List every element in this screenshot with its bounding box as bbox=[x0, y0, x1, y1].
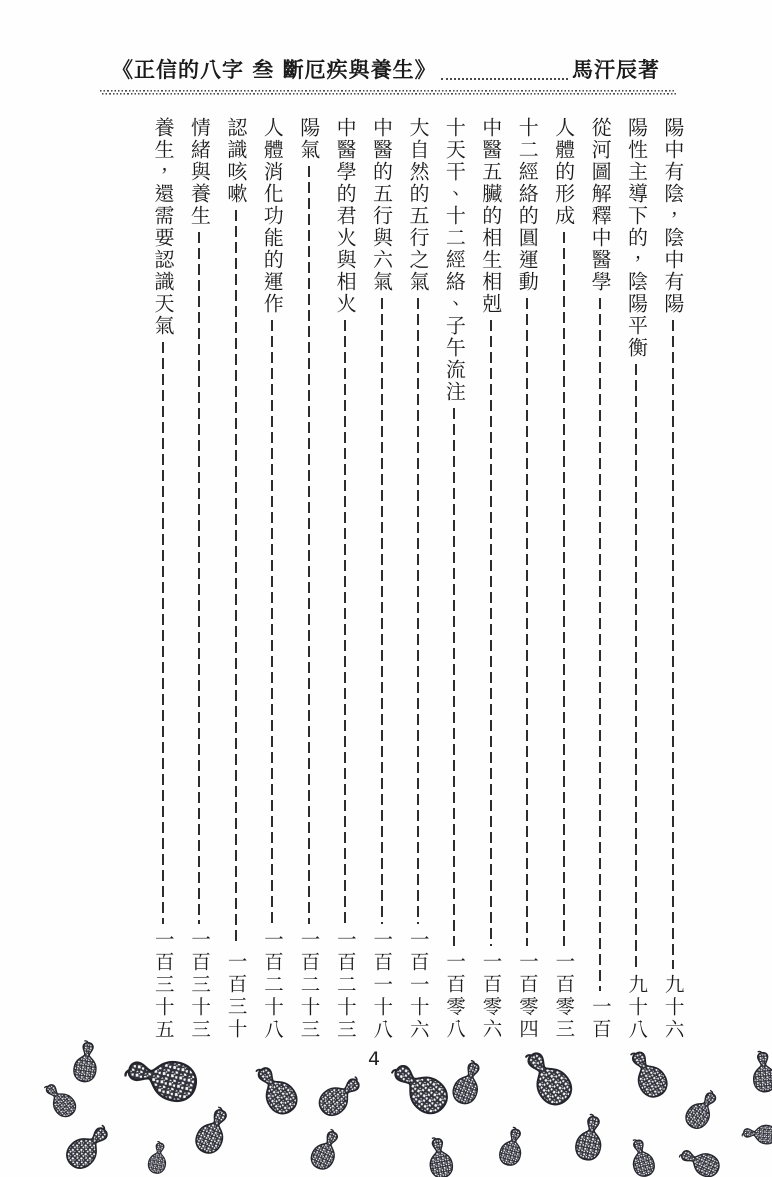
gourd-stamps-decoration bbox=[0, 1030, 772, 1177]
toc-entry-title: 認識咳嗽 bbox=[223, 117, 248, 205]
toc-entry bbox=[655, 117, 691, 1041]
toc-entry bbox=[618, 117, 654, 1041]
toc-dashed-leader bbox=[436, 408, 472, 946]
gourd-stamp bbox=[72, 1040, 99, 1083]
toc-dashed-leader bbox=[655, 320, 691, 969]
toc-entry-page: 一百零六 bbox=[479, 951, 503, 1041]
toc-entry-page: 一百一十六 bbox=[406, 928, 430, 1041]
toc-entry-page: 一百零八 bbox=[443, 951, 467, 1041]
page-number: 4 bbox=[368, 1048, 381, 1070]
toc-entry-page: 一百一十八 bbox=[370, 928, 394, 1041]
toc-entry-title: 陽性主導下的，陰陽平衡 bbox=[624, 117, 649, 359]
toc-dashed-leader bbox=[145, 342, 181, 924]
toc-dashed-leader bbox=[618, 364, 654, 969]
book-title: 《正信的八字 叁 斷厄疾與養生》 bbox=[112, 57, 437, 82]
toc-dashed-leader bbox=[509, 298, 545, 946]
toc-entry bbox=[254, 117, 290, 1041]
toc-entry-page: 一百二十三 bbox=[297, 928, 321, 1041]
toc-entry bbox=[181, 117, 217, 1041]
toc-entry-page: 一百三十三 bbox=[188, 928, 212, 1041]
gourd-stamp bbox=[61, 1119, 115, 1173]
toc-entry-page: 一百零三 bbox=[552, 951, 576, 1041]
toc-entry-title: 十天干、十二經絡、子午流注 bbox=[442, 117, 467, 403]
gourd-stamp bbox=[676, 1143, 722, 1177]
table-of-contents bbox=[145, 117, 691, 1041]
toc-entry bbox=[145, 117, 181, 1041]
gourd-stamp bbox=[742, 1123, 772, 1145]
toc-entry-page: 一百零四 bbox=[515, 951, 539, 1041]
toc-entry-title: 中醫的五行與六氣 bbox=[369, 117, 394, 293]
gourd-stamp bbox=[450, 1058, 487, 1107]
toc-entry-title: 養生，還需要認識天氣 bbox=[151, 117, 175, 337]
toc-dashed-leader bbox=[218, 210, 254, 946]
toc-entry-page: 一百二十三 bbox=[333, 928, 357, 1041]
toc-entry-page: 一百二十八 bbox=[261, 928, 285, 1041]
toc-entry-title: 情緒與養生 bbox=[187, 117, 212, 227]
toc-entry-title: 人體的形成 bbox=[551, 117, 576, 227]
gourd-stamp bbox=[314, 1071, 366, 1121]
toc-dashed-leader bbox=[546, 232, 582, 946]
toc-entry-page: 九十六 bbox=[661, 973, 685, 1041]
toc-entry-page: 一百三十 bbox=[224, 951, 248, 1041]
toc-dashed-leader bbox=[254, 320, 290, 924]
toc-entry-title: 中醫學的君火與相火 bbox=[333, 117, 358, 315]
gourd-stamp bbox=[624, 1045, 672, 1101]
toc-entry-page: 一百 bbox=[588, 996, 612, 1041]
gourd-stamp bbox=[122, 1050, 200, 1105]
gourd-stamp bbox=[497, 1126, 527, 1168]
gourd-stamp bbox=[751, 1050, 772, 1092]
toc-entry bbox=[218, 117, 254, 1041]
gourd-stamp bbox=[385, 1055, 453, 1120]
toc-dashed-leader bbox=[364, 298, 400, 924]
toc-dashed-leader bbox=[327, 320, 363, 924]
toc-entry-page: 九十八 bbox=[625, 973, 649, 1041]
toc-entry-title: 人體消化功能的運作 bbox=[260, 117, 285, 315]
gourd-stamp bbox=[40, 1078, 80, 1120]
toc-entry bbox=[364, 117, 400, 1041]
toc-dashed-leader bbox=[400, 298, 436, 924]
toc-entry-title: 中醫五臟的相生相剋 bbox=[478, 117, 503, 315]
author-name: 馬汗辰著 bbox=[572, 57, 660, 82]
toc-dashed-leader bbox=[181, 232, 217, 924]
toc-entry bbox=[436, 117, 472, 1041]
header-dotted-leader bbox=[441, 78, 568, 80]
toc-entry-title: 大自然的五行之氣 bbox=[405, 117, 430, 293]
gourd-stamp bbox=[249, 1060, 302, 1119]
gourd-stamp bbox=[426, 1136, 455, 1177]
toc-entry bbox=[400, 117, 436, 1041]
running-header bbox=[112, 54, 660, 84]
toc-entry bbox=[291, 117, 327, 1041]
toc-entry-title: 十二經絡的圓運動 bbox=[515, 117, 540, 293]
gourd-stamp bbox=[518, 1044, 578, 1110]
gourd-stamp bbox=[573, 1113, 606, 1162]
toc-entry bbox=[582, 117, 618, 1041]
toc-dashed-leader bbox=[473, 320, 509, 946]
header-dotted-rule bbox=[100, 90, 676, 96]
gourd-stamp bbox=[192, 1104, 235, 1157]
toc-dashed-leader bbox=[291, 166, 327, 924]
toc-entry-title: 從河圖解釋中醫學 bbox=[588, 117, 613, 293]
toc-entry bbox=[546, 117, 582, 1041]
toc-entry-page: 一百三十五 bbox=[151, 928, 175, 1041]
gourd-stamp bbox=[627, 1137, 657, 1177]
toc-entry-title: 陽氣 bbox=[296, 117, 321, 161]
gourd-stamp bbox=[147, 1141, 169, 1175]
gourd-stamp bbox=[308, 1126, 345, 1172]
toc-entry bbox=[473, 117, 509, 1041]
toc-dashed-leader bbox=[582, 298, 618, 991]
gourd-stamp bbox=[682, 1087, 723, 1133]
toc-entry bbox=[327, 117, 363, 1041]
toc-entry-title: 陽中有陰，陰中有陽 bbox=[660, 117, 685, 315]
toc-entry bbox=[509, 117, 545, 1041]
